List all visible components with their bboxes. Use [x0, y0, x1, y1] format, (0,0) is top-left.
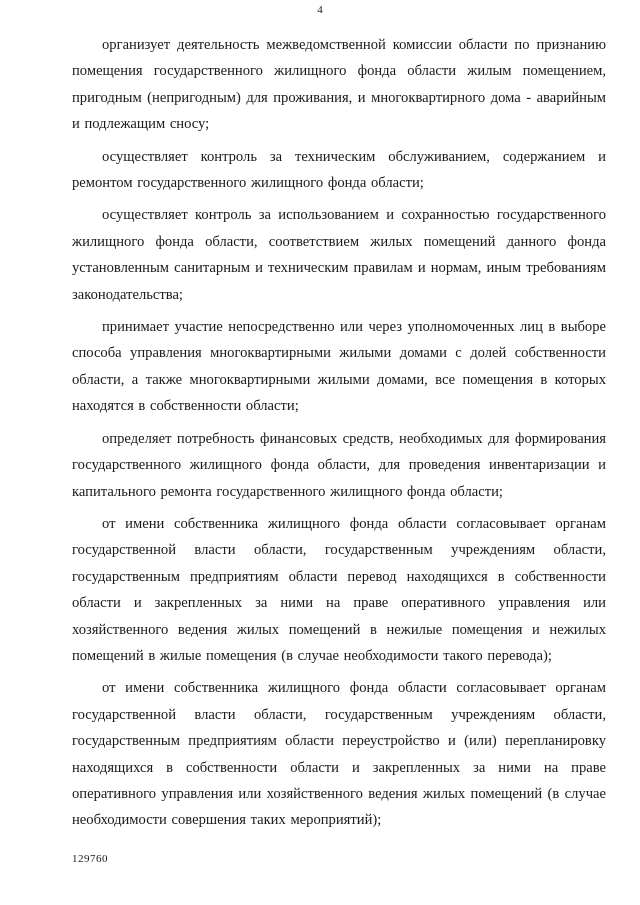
page-number: 4 — [317, 4, 323, 16]
paragraph-maintenance-control: осуществляет контроль за техническим обслуживанием, содержанием и ремонтом государственного жилищного фонда области; — [72, 148, 606, 192]
paragraph-usage-control: осуществляет контроль за использованием и сохранностью государственного жилищного фонда области, соответствием жилых помещений данного фонда установленным санитарным и техническим правилам и нормам, иным требованиям законодательства; — [72, 207, 606, 303]
document-body — [72, 32, 606, 840]
paragraph-commission: организует деятельность межведомственной комиссии области по признанию помещения государственного жилищного фонда области жилым помещением, пригодным (непригодным) для проживания, и многоквартирного дома - аварийным и подлежащим сносу; — [72, 37, 606, 133]
paragraph-management-method: принимает участие непосредственно или через уполномоченных лиц в выборе способа управления многоквартирными жилыми домами с долей собственности области, а также многоквартирными жилыми домами, все помещения в которых находятся в собственности области; — [72, 319, 606, 415]
paragraph-replanning-approval: от имени собственника жилищного фонда области согласовывает органам государственной власти области, государственным учреждениям области, государственным предприятиям области переустройство и (или) перепланировку находящихся в собственности области и закрепленных за ними на праве оперативного управления или хозяйственного ведения жилых помещений (в случае необходимости совершения таких мероприятий); — [72, 680, 606, 829]
paragraph-conversion-approval: от имени собственника жилищного фонда области согласовывает органам государственной власти области, государственным учреждениям области, государственным предприятиям области перевод находящихся в собственности области и закрепленных за ними на праве оперативного управления или хозяйственного ведения жилых помещений в нежилые помещения и нежилых помещений в жилые помещения (в случае необходимости такого перевода); — [72, 515, 606, 664]
footer-document-code: 129760 — [72, 853, 108, 865]
paragraph-funding-needs: определяет потребность финансовых средств, необходимых для формирования государственного жилищного фонда области, для проведения инвентаризации и капитального ремонта государственного жилищного фонда области; — [72, 430, 606, 500]
